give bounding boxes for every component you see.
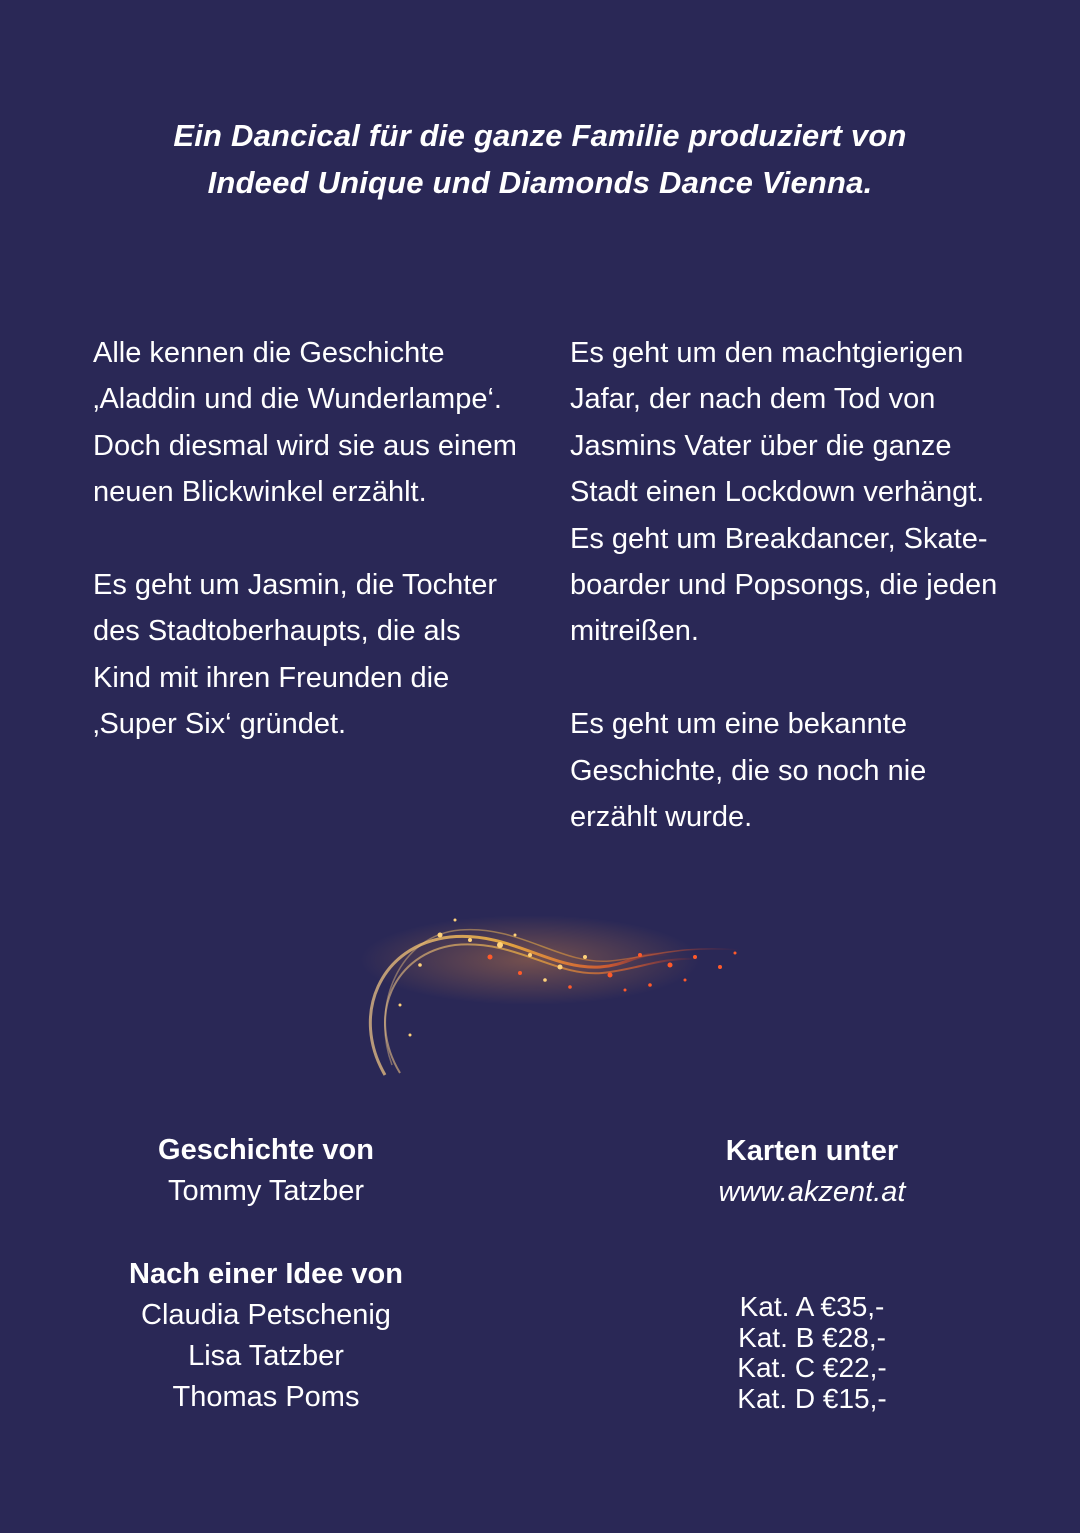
tickets-heading: Karten unter [725, 1135, 899, 1167]
left-paragraph-2: Es geht um Jasmin, die Tochter des Stadtoberhaupts, die als Kind mit ihren Freunden die ‚Super Six‘ gründet. [93, 569, 498, 741]
right-paragraph-1: Es geht um den machtgierigen Jafar, der nach dem Tod von Jasmins Vater über die ganze Stadt einen Lockdown verhängt. Es geht um Breakdancer, Skate- boarder und Popsongs, die jeden mitreißen. [570, 337, 998, 648]
sparkle-swoosh-icon [340, 895, 760, 1085]
story-heading: Geschichte von [158, 1134, 374, 1166]
story-credit [96, 1130, 436, 1212]
idea-author: Thomas Poms [172, 1381, 360, 1413]
idea-heading: Nach einer Idee von [129, 1258, 403, 1290]
right-text-column [570, 330, 1010, 887]
tickets-url-link[interactable]: www.akzent.at [718, 1176, 906, 1208]
left-paragraph-1: Alle kennen die Geschichte ‚Aladdin und die Wunderlampe‘. Doch diesmal wird sie aus einem neuen Blickwinkel erzählt. [93, 337, 517, 509]
price-list [652, 1292, 972, 1414]
idea-credit [96, 1254, 436, 1418]
idea-author: Claudia Petschenig [141, 1299, 391, 1331]
tagline-line-2: Indeed Unique und Diamonds Dance Vienna. [207, 165, 873, 200]
idea-author: Lisa Tatzber [188, 1340, 344, 1372]
price-item: Kat. C €22,- [737, 1352, 887, 1383]
story-author: Tommy Tatzber [167, 1175, 365, 1207]
left-text-column [93, 330, 533, 794]
right-paragraph-2: Es geht um eine bekannte Geschichte, die so noch nie erzählt wurde. [570, 708, 927, 834]
tagline [0, 112, 1080, 206]
price-item: Kat. B €28,- [738, 1321, 886, 1353]
tickets-info [652, 1131, 972, 1213]
price-item: Kat. D €15,- [737, 1382, 887, 1414]
price-item: Kat. A €35,- [739, 1291, 885, 1322]
tagline-line-1: Ein Dancical für die ganze Familie produziert von [173, 118, 907, 153]
